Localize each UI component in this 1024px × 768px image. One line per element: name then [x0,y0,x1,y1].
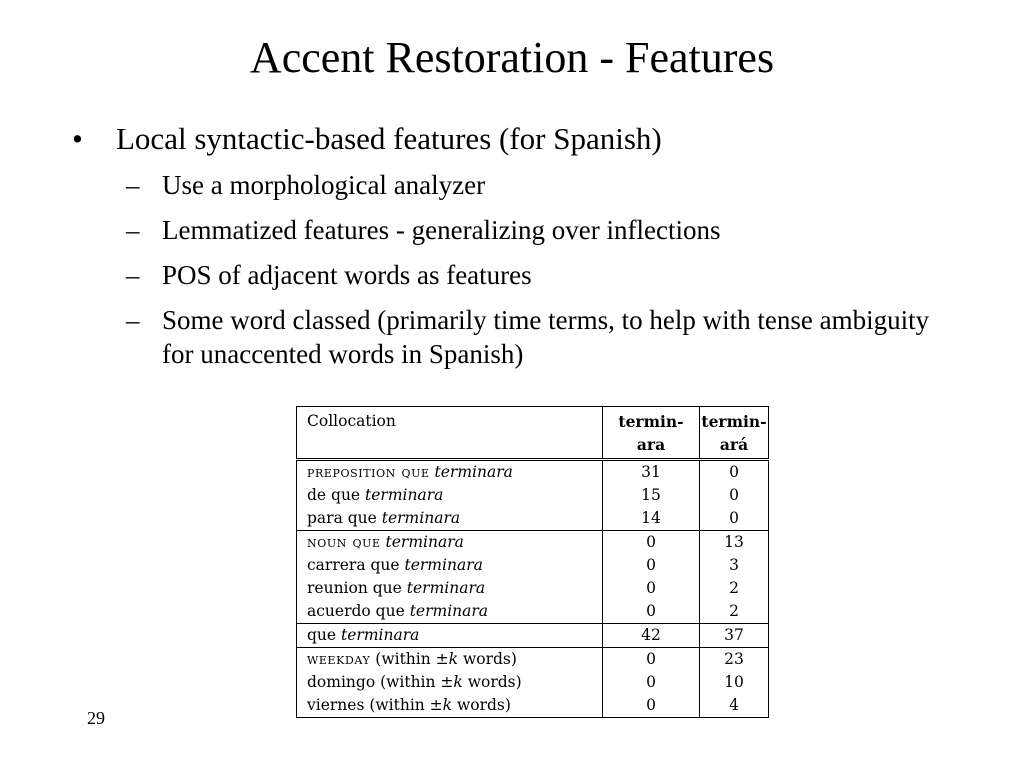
sub-bullet-item [126,213,952,247]
sub-bullet-item [126,258,952,292]
collocation-cell: noun que terminara [297,531,603,555]
collocation-cell: acuerdo que terminara [297,600,603,624]
collocation-cell: domingo (within ±k words) [297,671,603,694]
terminara-count-cell: 0 [603,694,700,718]
collocation-cell: carrera que terminara [297,554,603,577]
collocation-cell: reunion que terminara [297,577,603,600]
terminara-count-cell: 0 [603,554,700,577]
sub-bullet-item [126,303,952,371]
terminara-accent-count-cell: 0 [700,484,769,507]
table-row [297,671,769,694]
collocation-cell: weekday (within ±k words) [297,648,603,672]
collocation-cell: que terminara [297,624,603,648]
table-row [297,624,769,648]
collocation-cell: de que terminara [297,484,603,507]
table-row [297,484,769,507]
slide-title: Accent Restoration - Features [249,33,775,82]
collocation-cell: para que terminara [297,507,603,531]
table-header-row [297,407,769,460]
terminara-accent-count-cell: 0 [700,507,769,531]
terminara-count-cell: 31 [603,460,700,485]
bullet-item [72,118,952,160]
terminara-count-cell: 42 [603,624,700,648]
terminara-accent-count-cell: 2 [700,577,769,600]
table-row [297,694,769,718]
dash-icon: – [126,260,140,290]
terminara-accent-count-cell: 13 [700,531,769,555]
terminara-accent-count-cell: 23 [700,648,769,672]
terminara-count-cell: 0 [603,671,700,694]
page-number: 29 [87,708,105,728]
sub-bullet-text: Use a morphological analyzer [162,170,486,200]
terminara-count-cell: 14 [603,507,700,531]
collocation-table [296,406,769,718]
table-row [297,600,769,624]
terminara-accent-count-cell: 37 [700,624,769,648]
sub-bullet-list [126,168,952,371]
terminara-count-cell: 0 [603,577,700,600]
bullet-list [72,118,952,382]
collocation-cell: preposition que terminara [297,460,603,485]
dash-icon: – [126,170,140,200]
bullet-text: Local syntactic-based features (for Spanish) [116,121,662,156]
terminara-accent-header: termin- ará [700,407,769,460]
terminara-count-cell: 0 [603,531,700,555]
sub-bullet-item [126,168,952,202]
table-row [297,531,769,555]
bullet-dot-icon: • [72,121,83,156]
terminara-count-cell: 15 [603,484,700,507]
terminara-header: termin- ara [603,407,700,460]
terminara-count-cell: 0 [603,600,700,624]
dash-icon: – [126,215,140,245]
table-row [297,507,769,531]
terminara-count-cell: 0 [603,648,700,672]
terminara-accent-count-cell: 4 [700,694,769,718]
table-row [297,460,769,485]
terminara-accent-count-cell: 3 [700,554,769,577]
terminara-accent-count-cell: 2 [700,600,769,624]
collocation-cell: viernes (within ±k words) [297,694,603,718]
sub-bullet-text: Lemmatized features - generalizing over inflections [162,215,721,245]
terminara-accent-count-cell: 10 [700,671,769,694]
dash-icon: – [126,305,140,335]
sub-bullet-text: Some word classed (primarily time terms, to help with tense ambiguity for unaccented words in Spanish) [162,305,930,369]
table-row [297,577,769,600]
table-row [297,554,769,577]
sub-bullet-text: POS of adjacent words as features [162,260,532,290]
terminara-accent-count-cell: 0 [700,460,769,485]
table-row [297,648,769,672]
collocation-header: Collocation [297,407,603,460]
